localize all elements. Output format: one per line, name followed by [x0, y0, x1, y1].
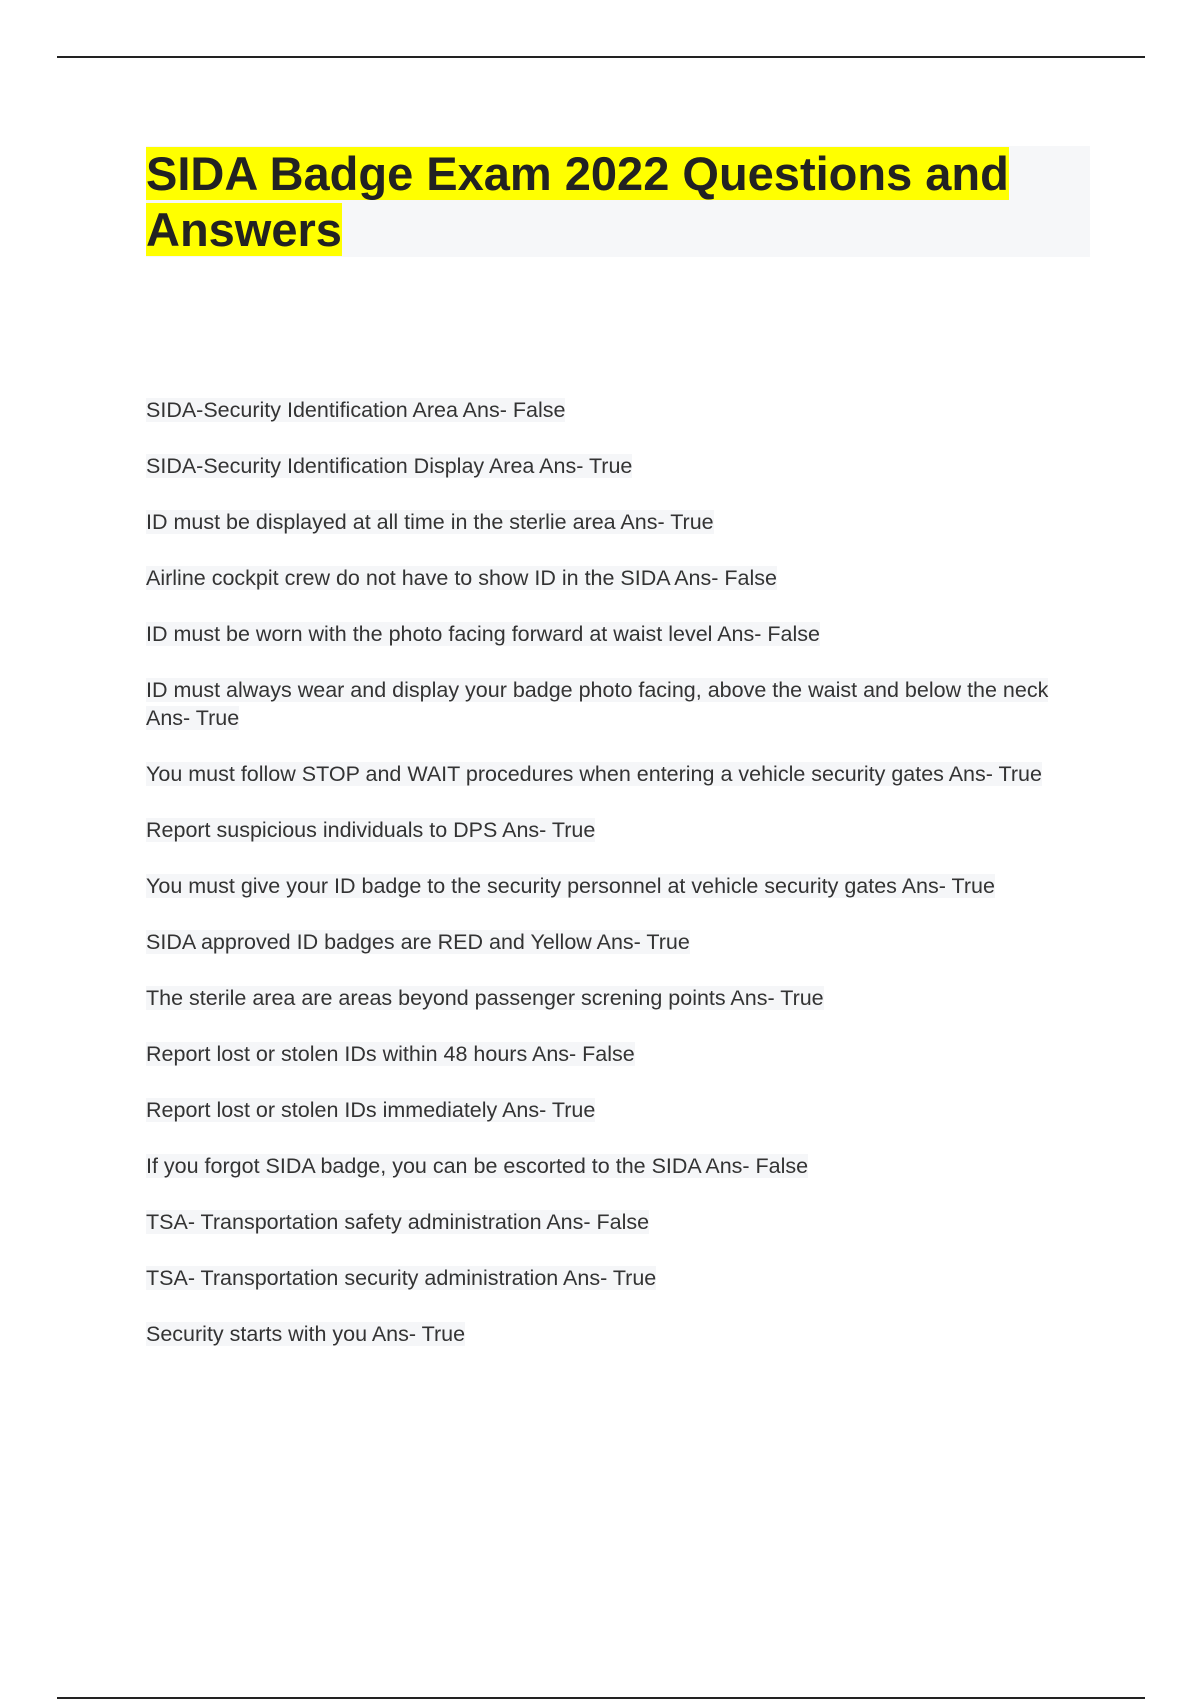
qa-item-text: Report lost or stolen IDs within 48 hours Ans- False: [146, 1042, 635, 1066]
qa-item-text: If you forgot SIDA badge, you can be escorted to the SIDA Ans- False: [146, 1154, 809, 1178]
qa-list: [146, 396, 1090, 1376]
qa-item: [146, 760, 1090, 788]
qa-item-text: TSA- Transportation safety administration Ans- False: [146, 1210, 650, 1234]
qa-item: [146, 1040, 1090, 1068]
qa-item-text: ID must be displayed at all time in the sterlie area Ans- True: [146, 510, 714, 534]
qa-item: [146, 816, 1090, 844]
bottom-rule: [57, 1697, 1145, 1699]
qa-item: [146, 1320, 1090, 1348]
qa-item: [146, 508, 1090, 536]
qa-item-text: SIDA approved ID badges are RED and Yellow Ans- True: [146, 930, 690, 954]
qa-item: [146, 1096, 1090, 1124]
qa-item-text: Report suspicious individuals to DPS Ans- True: [146, 818, 596, 842]
qa-item: [146, 564, 1090, 592]
qa-item: [146, 1264, 1090, 1292]
qa-item: [146, 872, 1090, 900]
qa-item: [146, 452, 1090, 480]
qa-item-text: The sterile area are areas beyond passenger screning points Ans- True: [146, 986, 824, 1010]
qa-item: [146, 1152, 1090, 1180]
qa-item-text: You must follow STOP and WAIT procedures when entering a vehicle security gates Ans- True: [146, 762, 1042, 786]
qa-item: [146, 396, 1090, 424]
qa-item-text: SIDA-Security Identification Area Ans- False: [146, 398, 566, 422]
qa-item-text: You must give your ID badge to the security personnel at vehicle security gates Ans- True: [146, 874, 995, 898]
qa-item: [146, 676, 1090, 732]
qa-item-text: Security starts with you Ans- True: [146, 1322, 466, 1346]
document-title: [146, 146, 1090, 258]
qa-item-text: TSA- Transportation security administration Ans- True: [146, 1266, 657, 1290]
qa-item: [146, 620, 1090, 648]
qa-item-text: ID must always wear and display your badge photo facing, above the waist and below the neck Ans- True: [146, 678, 1049, 730]
title-text: SIDA Badge Exam 2022 Questions and Answers: [146, 147, 1009, 256]
qa-item: [146, 984, 1090, 1012]
title-block: [146, 146, 1090, 257]
qa-item-text: SIDA-Security Identification Display Area Ans- True: [146, 454, 633, 478]
qa-item: [146, 928, 1090, 956]
qa-item-text: Airline cockpit crew do not have to show ID in the SIDA Ans- False: [146, 566, 777, 590]
qa-item: [146, 1208, 1090, 1236]
qa-item-text: ID must be worn with the photo facing forward at waist level Ans- False: [146, 622, 820, 646]
top-rule: [57, 56, 1145, 58]
qa-item-text: Report lost or stolen IDs immediately Ans- True: [146, 1098, 596, 1122]
